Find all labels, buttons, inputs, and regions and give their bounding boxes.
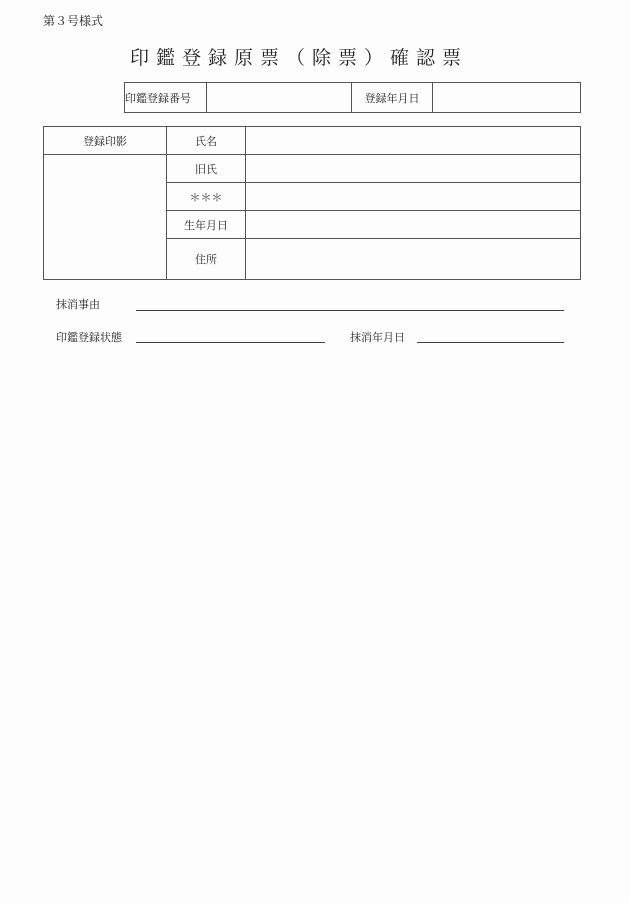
- registration-info-table: [124, 82, 581, 113]
- address-label: 住所: [167, 239, 246, 280]
- personal-info-table: [43, 126, 581, 280]
- registration-number-label: 印鑑登録番号: [125, 83, 207, 113]
- seal-impression-area: [44, 155, 167, 280]
- masked-field[interactable]: [246, 183, 581, 211]
- seal-impression-label: 登録印影: [44, 127, 167, 155]
- registration-date-field[interactable]: [433, 83, 581, 113]
- page-title: 印鑑登録原票（除票）確認票: [130, 47, 469, 69]
- seal-status-line[interactable]: [136, 342, 325, 343]
- name-label: 氏名: [167, 127, 246, 155]
- seal-status-label: 印鑑登録状態: [56, 331, 122, 344]
- cancellation-reason-line[interactable]: [136, 310, 564, 311]
- form-number: 第３号様式: [43, 14, 104, 28]
- cancellation-date-label: 抹消年月日: [350, 331, 405, 344]
- name-field[interactable]: [246, 127, 581, 155]
- birth-date-field[interactable]: [246, 211, 581, 239]
- cancellation-date-line[interactable]: [417, 342, 564, 343]
- birth-date-label: 生年月日: [167, 211, 246, 239]
- former-surname-label: 旧氏: [167, 155, 246, 183]
- address-field[interactable]: [246, 239, 581, 280]
- registration-number-field[interactable]: [207, 83, 352, 113]
- masked-label: ＊＊＊: [167, 183, 246, 211]
- former-surname-field[interactable]: [246, 155, 581, 183]
- cancellation-reason-label: 抹消事由: [56, 298, 100, 311]
- registration-date-label: 登録年月日: [352, 83, 433, 113]
